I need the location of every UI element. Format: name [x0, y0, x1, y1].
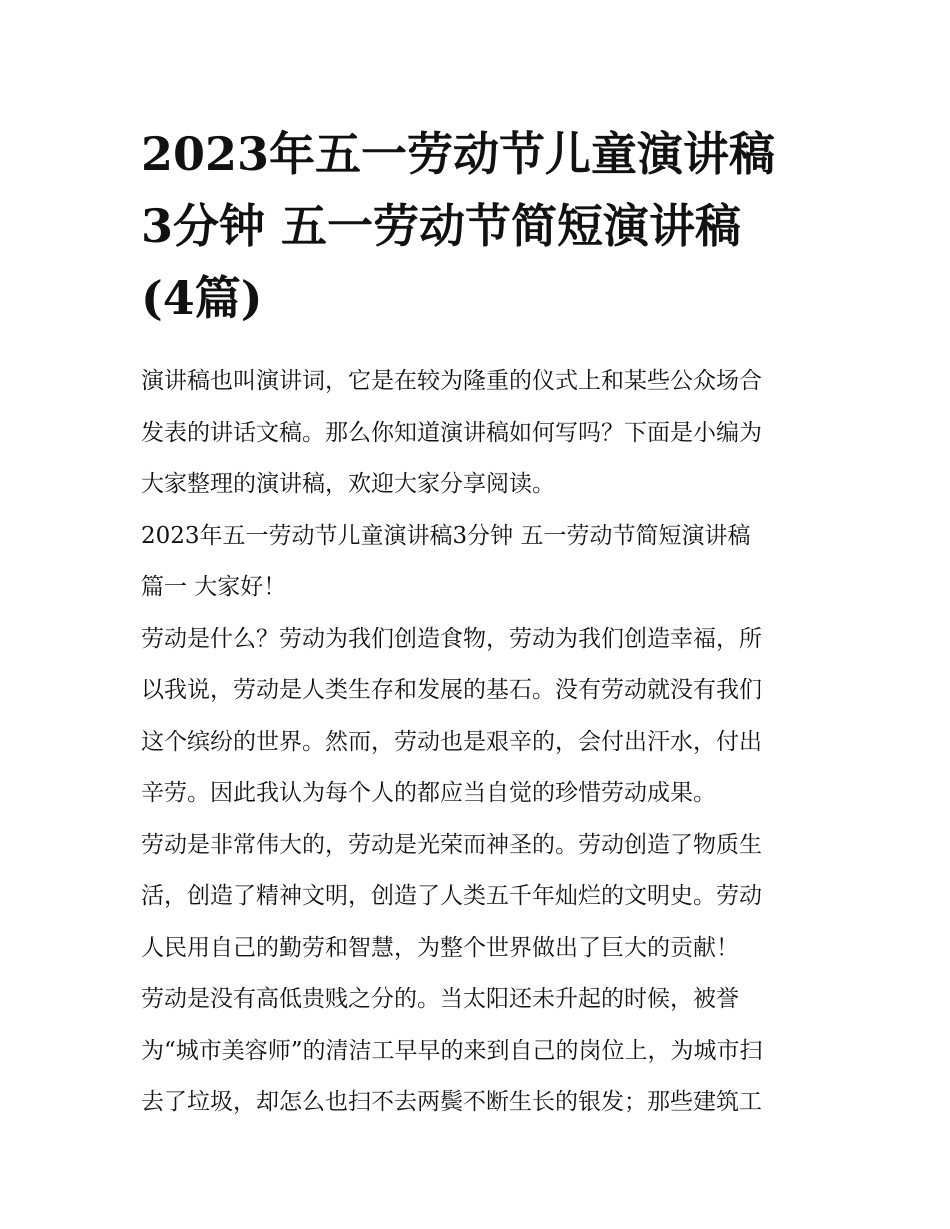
body-line: 以我说，劳动是人类生存和发展的基石。没有劳动就没有我们: [141, 677, 762, 703]
body-line: 为“城市美容师”的清洁工早早的来到自己的岗位上，为城市扫: [141, 1037, 763, 1064]
body-line: 劳动是非常伟大的，劳动是光荣而神圣的。劳动创造了物质生: [141, 831, 762, 858]
body-line: 劳动是什么？劳动为我们创造食物，劳动为我们创造幸福，所: [141, 625, 762, 652]
title-line: 2023年五一劳动节儿童演讲稿: [141, 127, 776, 181]
body-line: 辛劳。因此我认为每个人的都应当自觉的珍惜劳动成果。: [141, 780, 716, 806]
title-line: 3分钟 五一劳动节简短演讲稿: [141, 199, 742, 253]
body-line: 去了垃圾，却怎么也扫不去两鬓不断生长的银发；那些建筑工: [141, 1089, 762, 1115]
body-line: 发表的讲话文稿。那么你知道演讲稿如何写吗？下面是小编为: [141, 419, 762, 446]
body-line: 人民用自己的勤劳和智慧，为整个世界做出了巨大的贡献！: [141, 934, 739, 961]
greeting-line: 篇一 大家好！: [141, 574, 287, 600]
body-line: 大家整理的演讲稿，欢迎大家分享阅读。: [141, 471, 555, 497]
document-title: [141, 118, 813, 334]
section-heading-line: 2023年五一劳动节儿童演讲稿3分钟 五一劳动节简短演讲稿: [141, 522, 751, 549]
body-line: 演讲稿也叫演讲词，它是在较为隆重的仪式上和某些公众场合: [141, 368, 762, 394]
document-body: [141, 356, 821, 1129]
body-line: 这个缤纷的世界。然而，劳动也是艰辛的，会付出汗水，付出: [141, 728, 762, 755]
body-line: 活，创造了精神文明，创造了人类五千年灿烂的文明史。劳动: [141, 883, 762, 909]
title-line: (4篇): [141, 271, 263, 325]
body-line: 劳动是没有高低贵贱之分的。当太阳还未升起的时候，被誉: [141, 986, 739, 1012]
